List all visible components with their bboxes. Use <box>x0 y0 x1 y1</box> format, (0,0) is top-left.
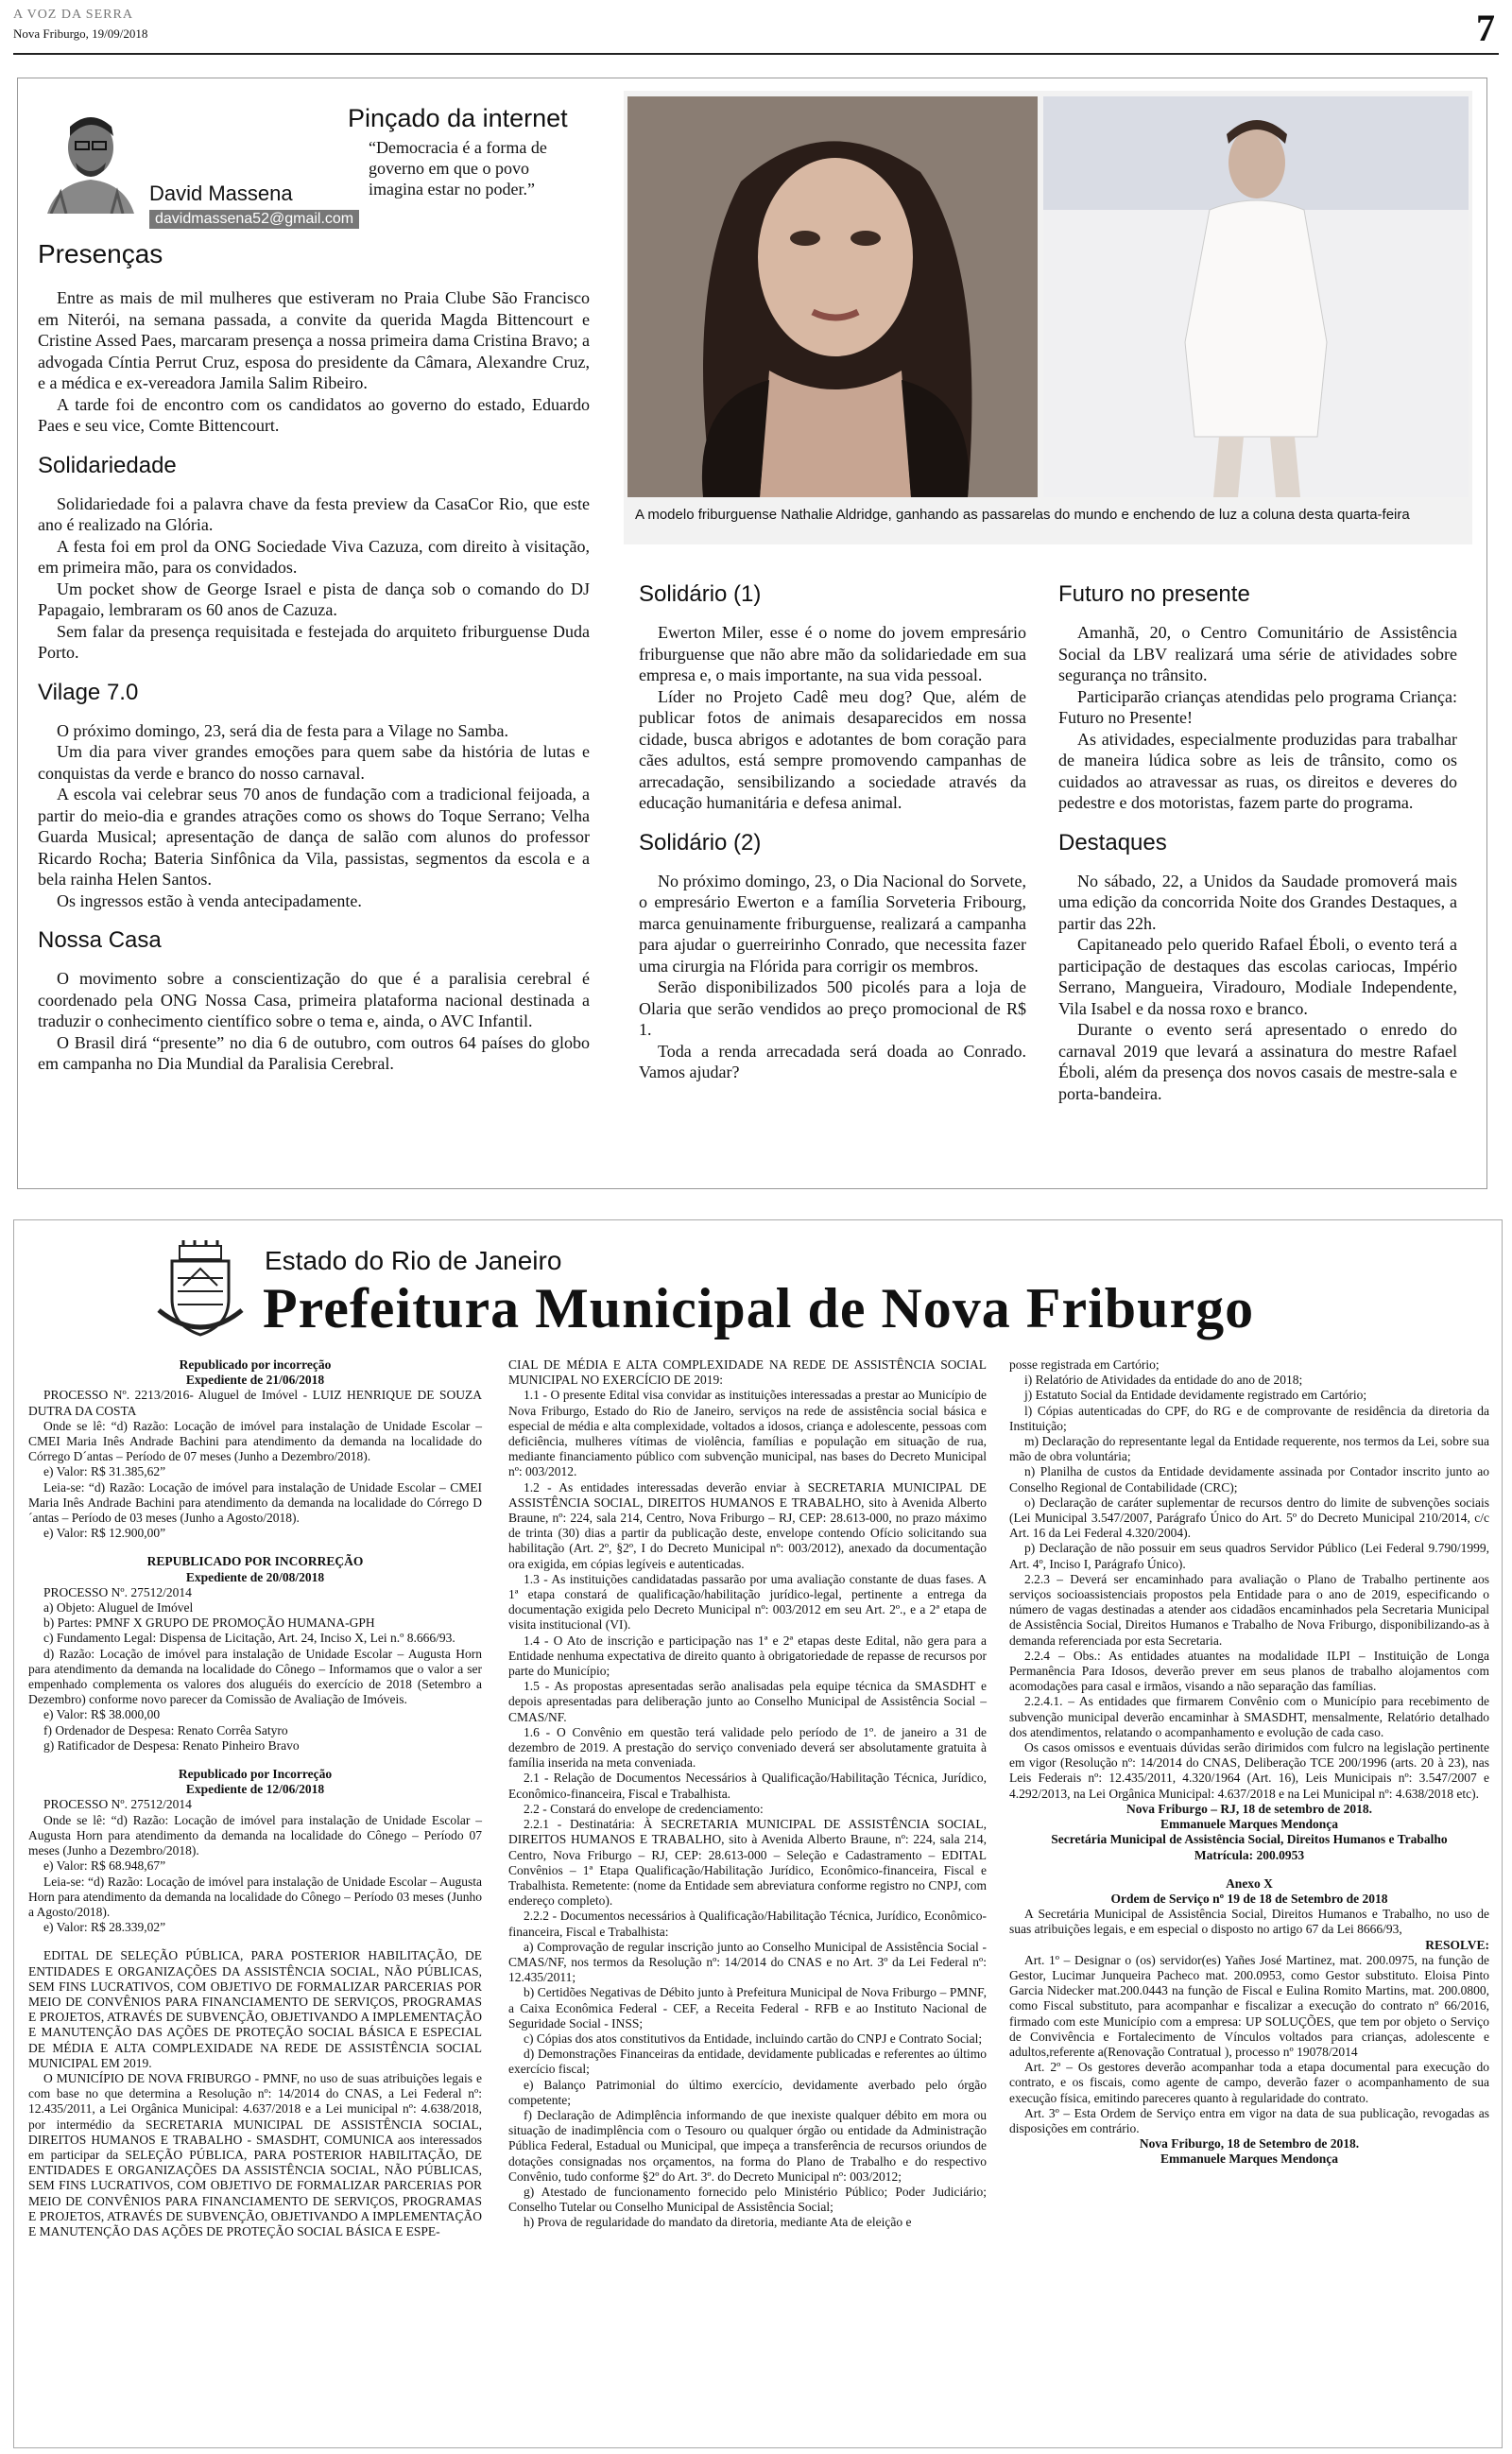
legal-paragraph: d) Razão: Locação de imóvel para instalação de Unidade Escolar – Augusta Horn para atendimento da demanda na localidade do Cônego – Informamos que o valor a ser empenhado complementa os valores dos aluguéis do exercício de 2018 (Setembro a Dezembro) conforme novo parecer da Comissão de Avaliação de Imóveis. <box>28 1646 482 1707</box>
legal-heading: Ordem de Serviço nº 19 de 18 de Setembro de 2018 <box>1110 1891 1388 1906</box>
issue-date: Nova Friburgo, 19/09/2018 <box>13 26 148 41</box>
legal-paragraph: posse registrada em Cartório; <box>1009 1357 1160 1372</box>
paragraph: Serão disponibilizados 500 picolés para a loja de Olaria que serão vendidos ao preço promocional de R$ 1. <box>639 977 1026 1039</box>
legal-paragraph: l) Cópias autenticadas do CPF, do RG e de comprovante de residência da diretoria da Instituição; <box>1009 1403 1489 1433</box>
legal-paragraph: a) Comprovação de regular inscrição junto ao Conselho Municipal de Assistência Social - CMAS/NF, nos termos da Resolução nº: 14/2014 do CNAS e no Art. 3º da Lei Federal nº: 12.435/2011; <box>508 1939 987 1985</box>
legal-paragraph: Onde se lê: “d) Razão: Locação de imóvel para instalação de Unidade Escolar – Augusta Horn para atendimento da demanda na localidade do Cônego – Período 07 meses (Junho a Dezembro/2018). <box>28 1812 482 1858</box>
legal-paragraph: e) Valor: R$ 31.385,62” <box>43 1464 166 1479</box>
paragraph: Um dia para viver grandes emoções para quem sabe da história de lutas e conquistas da verde e branco do nosso carnaval. <box>38 742 590 783</box>
legal-paragraph: PROCESSO Nº. 2213/2016- Aluguel de Imóvel - LUIZ HENRIQUE DE SOUZA DUTRA DA COSTA <box>28 1388 482 1418</box>
legal-paragraph: EDITAL DE SELEÇÃO PÚBLICA, PARA POSTERIOR HABILITAÇÃO, DE ENTIDADES E ORGANIZAÇÕES DA ASSISTÊNCIA SOCIAL, NÃO PÚBLICAS, SEM FINS LUCRATIVOS, COM OBJETIVO DE FORMALIZAR PARCERIAS POR MEIO DE CONVÊNIOS PARA FINANCIAMENTO DE SERVIÇOS, PROGRAMAS E PROJETOS, ATRAVÉS DE SUBVENÇÃO, OBJETIVANDO A IMPLEMENTAÇÃO E MANUTENÇÃO DAS AÇÕES DE PROTEÇÃO SOCIAL BÁSICA E ESPECIAL DE MÉDIA E ALTA COMPLEXIDADE NA REDE DE ASSISTÊNCIA SOCIAL MUNICIPAL EM 2019. <box>28 1948 482 2070</box>
legal-heading: Expediente de 12/06/2018 <box>185 1782 325 1797</box>
legal-paragraph: h) Prova de regularidade do mandato da diretoria, mediante Ata de eleição e <box>524 2215 912 2230</box>
legal-paragraph: g) Atestado de funcionamento fornecido pelo Ministério Público; Poder Judiciário; Conselho Tutelar ou Conselho Municipal de Assistência Social; <box>508 2184 987 2215</box>
section-title: Vilage 7.0 <box>38 679 139 705</box>
paragraph: As atividades, especialmente produzidas para trabalhar de maneira lúdica sobre as leis de trânsito, como os cuidados ao atravessar as ruas, os direitos e deveres do pedestre e dos motoristas, fazem parte do programa. <box>1058 729 1457 812</box>
legal-paragraph: d) Demonstrações Financeiras da entidade, devidamente publicadas e referentes ao último exercício fiscal; <box>508 2047 987 2077</box>
legal-paragraph: Os casos omissos e eventuais dúvidas serão dirimidos com fulcro na legislação pertinente em vigor (Resolução nº: 14/2014 do CNAS, Deliberação TCE 200/1996 (arts. 20 à 23), nas Leis Federais nº: 12.435/2011, 4.320/1964 (Art. 16), Leis Municipais nº: 3.547/2007 e 4.292/2013, na Lei Orgânica Municipal: 4.637/2018 e na Lei Municipal nº: 4.638/2018 etc). <box>1009 1740 1489 1801</box>
paragraph: No próximo domingo, 23, o Dia Nacional do Sorvete, o empresário Ewerton e a família Sorveteria Fribourg, marca genuinamente friburguense, realizará a campanha para ajudar o guerreirinho Conrado, que necessita fazer uma cirurgia na Flórida para corrigir os membros. <box>639 871 1026 976</box>
legal-paragraph: j) Estatuto Social da Entidade devidamente registrado em Cartório; <box>1024 1388 1367 1403</box>
paragraph: Entre as mais de mil mulheres que estiveram no Praia Clube São Francisco em Niterói, na semana passada, a convite da querida Magda Bittencourt e Cristine Assed Paes, marcaram presença a nossa primeira dama Cristina Bravo; a advogada Cíntia Perrut Cruz, esposa do presidente da Câmara, Alexandre Cruz, e a médica e ex-vereadora Jamila Salim Ribeiro. <box>38 288 590 392</box>
paragraph: Amanhã, 20, o Centro Comunitário de Assistência Social da LBV realizará uma série de atividades sobre segurança no trânsito. <box>1058 623 1457 684</box>
legal-paragraph: a) Objeto: Aluguel de Imóvel <box>43 1600 194 1616</box>
section-solidariedade <box>38 452 590 664</box>
legal-resolve: RESOLVE: <box>1425 1937 1489 1952</box>
paragraph: A escola vai celebrar seus 70 anos de fundação com a tradicional feijoada, a partir do meio-dia e grandes atrações como os shows do Toque Serrano; Velha Guarda Musical; apresentação de dança de salão com alunos do professor Ricardo Rocha; Bateria Sinfônica da Vila, passistas, segmentos da escola e a bela rainha Helen Santos. <box>38 785 590 889</box>
legal-paragraph: 2.2.3 – Deverá ser encaminhado para avaliação o Plano de Trabalho pertinente aos serviços socioassistenciais propostos pela Entidade para o ano de 2019, especificando o número de vagas destinadas a atender aos cidadãos encaminhados pela Secretaria Municipal de Assistência Social, Direitos Humanos e Trabalho de Nova Friburgo, disponibilizando-as à demanda referenciada por esta Secretaria. <box>1009 1571 1489 1648</box>
legal-paragraph: i) Relatório de Atividades da entidade do ano de 2018; <box>1024 1373 1303 1388</box>
author-avatar <box>38 108 142 214</box>
legal-paragraph: 1.4 - O Ato de inscrição e participação nas 1ª e 2ª etapas deste Edital, não gera para a Entidade nenhuma expectativa de direito quanto à obrigatoriedade de repasse de recursos por parte do Município; <box>508 1633 987 1679</box>
legal-paragraph: CIAL DE MÉDIA E ALTA COMPLEXIDADE NA REDE DE ASSISTÊNCIA SOCIAL MUNICIPAL NO EXERCÍCIO DE 2019: <box>508 1357 987 1388</box>
column-right <box>1058 580 1457 1119</box>
legal-paragraph: 1.5 - As propostas apresentadas serão analisadas pela equipe técnica da SMASDHT e depois apresentadas para deliberação junto ao Conselho Municipal de Assistência Social – CMAS/NF. <box>508 1679 987 1724</box>
column-middle <box>639 580 1026 1098</box>
photo-caption: A modelo friburguense Nathalie Aldridge, ganhando as passarelas do mundo e enchendo de luz a coluna desta quarta-feira <box>635 507 1410 523</box>
legal-heading: Expediente de 21/06/2018 <box>185 1373 325 1388</box>
paragraph: Capitaneado pelo querido Rafael Éboli, o evento terá a participação de destaques das escolas cariocas, Império Serrano, Mangueira, Viradouro, Modiale Independente, Vila Isabel e da nossa roxo e branco. <box>1058 935 1457 1018</box>
legal-paragraph: f) Declaração de Adimplência informando de que inexiste qualquer débito em mora ou situação de inadimplência com o Tesouro ou qualquer órgão ou entidade da Administração Pública Federal, Estadual ou Municipal, que impeça a transferência de recursos oriundos de dotações consignadas nos orçamentos, na forma do Plano de Trabalho e do respectivo Convênio, tudo conforme §2º do Art. 3º. do Decreto Municipal nº: 003/2012; <box>508 2107 987 2184</box>
portrait-photo <box>627 96 1038 497</box>
legal-paragraph: 1.6 - O Convênio em questão terá validade pelo período de 1º. de janeiro a 31 de dezembro de 2019. A prestação do serviço conveniado deverá ser absolutamente gratuita à família inserida na meta conveniada. <box>508 1724 987 1771</box>
author-block <box>38 104 354 227</box>
legal-heading: Expediente de 20/08/2018 <box>185 1569 325 1584</box>
legal-column-2 <box>508 1357 987 2231</box>
paragraph: Solidariedade foi a palavra chave da festa preview da CasaCor Rio, que este ano é realizado na Glória. <box>38 493 590 534</box>
legal-heading: Nova Friburgo, 18 de Setembro de 2018. <box>1139 2136 1360 2152</box>
legal-heading: Republicado por incorreção <box>179 1357 332 1372</box>
quote-box <box>348 104 582 199</box>
legal-column-1 <box>28 1357 482 2239</box>
newspaper-name: A VOZ DA SERRA <box>13 8 133 22</box>
paragraph: O Brasil dirá “presente” no dia 6 de outubro, com outros 64 países do globo em campanha no Dia Mundial da Paralisia Cerebral. <box>38 1032 590 1073</box>
legal-heading: Republicado por Incorreção <box>178 1767 333 1782</box>
quote-text: “Democracia é a forma de governo em que o povo imagina estar no poder.” <box>369 138 547 199</box>
legal-paragraph: Art. 1º – Designar o (os) servidor(es) Yañes José Martinez, mat. 200.0975, na função de Gestor, Lucimar Junqueira Pacheco mat. 200.0953, como Gestor substituto. Eloisa Pinto Garcia Nidecker mat.200.0443 na função de Fiscal e Eulina Romito Martins, mat. 200.0800, como Fiscal substituto, para acompanhar e fiscalizar a execução do contrato nº 66/2016, firmado com este Município com a empresa: UP SOLUÇÕES, que tem por objeto o Serviço de Convivência e Fortalecimento de Vínculos voltados para crianças, adolescente e adultos,referente a(Renovação Contratual ), processo nº 19078/2014 <box>1009 1952 1489 2059</box>
legal-paragraph: e) Balanço Patrimonial do último exercício, devidamente averbado pelo órgão competente; <box>508 2077 987 2107</box>
section-title: Presenças <box>38 239 163 268</box>
legal-column-3 <box>1009 1357 1489 2168</box>
masthead <box>13 6 1499 55</box>
legal-paragraph: 1.3 - As instituições candidatadas passarão por uma avaliação constante de duas fases. A 1ª etapa constará de qualificação/habilitação jurídico-legal, pertinente a entrega da documentação exigida pelo Decreto Municipal nº: 003/2012 em seu Art. 2º., e a 2ª etapa de visita institucional (VI). <box>508 1571 987 1633</box>
paragraph: Toda a renda arrecadada será doada ao Conrado. Vamos ajudar? <box>639 1041 1026 1081</box>
paragraph: O movimento sobre a conscientização do que é a paralisia cerebral é coordenado pela ONG Nossa Casa, primeira plataforma nacional destinada a traduzir o conhecimento científico sobre o tema e, ainda, o AVC Infantil. <box>38 969 590 1030</box>
legal-paragraph: Art. 3º – Esta Ordem de Serviço entra em vigor na data de sua publicação, revogadas as disposições em contrário. <box>1009 2105 1489 2135</box>
municipal-crest-icon <box>155 1240 246 1339</box>
legal-heading: Secretária Municipal de Assistência Social, Direitos Humanos e Trabalho <box>1051 1832 1448 1847</box>
legal-paragraph: e) Valor: R$ 38.000,00 <box>43 1707 161 1722</box>
author-email: davidmassena52@gmail.com <box>149 210 359 229</box>
legal-paragraph: Art. 2º – Os gestores deverão acompanhar toda a etapa documental para execução do contrato, e os fiscais, como agente de campo, deverão fazer o acompanhamento de sua execução física, emitindo pareceres quanto à regularidade do contrato. <box>1009 2060 1489 2105</box>
legal-state: Estado do Rio de Janeiro <box>265 1246 562 1275</box>
legal-heading: Anexo X <box>1226 1875 1273 1891</box>
legal-paragraph: b) Certidões Negativas de Débito junto à Prefeitura Municipal de Nova Friburgo – PMNF, a Caixa Econômica Federal - CEF, a Receita Federal - RFB e ao Instituto Nacional de Seguridade Social - INSS; <box>508 1985 987 2031</box>
section-vilage <box>38 679 590 912</box>
legal-paragraph: 1.1 - O presente Edital visa convidar as instituições interessadas a prestar ao Município de Nova Friburgo, Estado do Rio de Janeiro, serviços na rede de assistência social básica e especial de média e alta complexidade, voltados a idosos, criança e adolescente, pessoas com deficiência, mulheres vítimas de violência, famílias e população em situação de rua, mediante financiamento público com subvenção municipal, nas bases do Decreto Municipal nº: 003/2012. <box>508 1388 987 1479</box>
legal-paragraph: 1.2 - As entidades interessadas deverão enviar à SECRETARIA MUNICIPAL DE ASSISTÊNCIA SOCIAL, DIREITOS HUMANOS E TRABALHO, sito à Avenida Alberto Braune, nº: 224, sala 214, Centro, Nova Friburgo – RJ, CEP: 28.613-000, no prazo máximo de trinta (30) dias a partir da publicação deste, envelope contendo Ofício solicitando sua habilitação (Art. 2º, §2º, I do Decreto Municipal nº: 003/2012), anexado da documentação ora exigida, em cópias legíveis e autenticadas. <box>508 1479 987 1571</box>
section-futuro <box>1058 580 1457 814</box>
legal-paragraph: g) Ratificador de Despesa: Renato Pinheiro Bravo <box>43 1737 300 1753</box>
section-title: Solidário (1) <box>639 581 762 607</box>
section-title: Nossa Casa <box>38 927 162 953</box>
paragraph: Ewerton Miler, esse é o nome do jovem empresário friburguense que não abre mão da solidariedade em sua empresa e, o mais importante, na sua vida pessoal. <box>639 623 1026 684</box>
spacer <box>1009 1863 1489 1876</box>
paragraph: Um pocket show de George Israel e pista de dança sob o comando do DJ Papagaio, lembraram os 60 anos de Cazuza. <box>38 579 590 619</box>
legal-paragraph: 2.1 - Relação de Documentos Necessários à Qualificação/Habilitação Técnica, Jurídico, Econômico-financeira, Fiscal e Trabalhista. <box>508 1771 987 1801</box>
legal-paragraph: 2.2.2 - Documentos necessários à Qualificação/Habilitação Técnica, Jurídico, Econômico-financeira, Fiscal e Trabalhista: <box>508 1909 987 1939</box>
legal-paragraph: PROCESSO Nº. 27512/2014 <box>43 1797 192 1812</box>
legal-paragraph: e) Valor: R$ 28.339,02” <box>43 1920 166 1935</box>
legal-paragraph: Onde se lê: “d) Razão: Locação de imóvel para instalação de Unidade Escolar – CMEI Maria Inês Andrade Bachini para atendimento da demanda na localidade do Córrego D´antas – Período de 07 meses (Junho a Dezembro/2018). <box>28 1418 482 1464</box>
column-left <box>38 240 590 1090</box>
legal-paragraph: 2.2 - Constará do envelope de credenciamento: <box>524 1801 764 1816</box>
section-title: Solidário (2) <box>639 829 762 855</box>
section-solidario-2 <box>639 829 1026 1083</box>
paragraph: No sábado, 22, a Unidos da Saudade promoverá mais uma edição da concorrida Noite dos Grandes Destaques, a partir das 22h. <box>1058 871 1457 933</box>
paragraph: Sem falar da presença requisitada e festejada do arquiteto friburguense Duda Porto. <box>38 621 590 662</box>
legal-paragraph: c) Fundamento Legal: Dispensa de Licitação, Art. 24, Inciso X, Lei n.º 8.666/93. <box>43 1631 455 1646</box>
paragraph: A festa foi em prol da ONG Sociedade Viva Cazuza, com direito à visitação, em primeira mão, para os convidados. <box>38 536 590 577</box>
legal-paragraph: b) Partes: PMNF X GRUPO DE PROMOÇÃO HUMANA-GPH <box>43 1616 375 1631</box>
quote-title: Pinçado da internet <box>348 104 568 132</box>
legal-paragraph: 2.2.1 - Destinatária: À SECRETARIA MUNICIPAL DE ASSISTÊNCIA SOCIAL, DIREITOS HUMANOS E TRABALHO, sito à Avenida Alberto Braune, nº: 224, sala 214, Centro, Nova Friburgo – RJ, CEP: 28.613-000 – Seleção e Cadastramento – EDITAL Convênios – 1ª Etapa Qualificação/Habilitação Jurídico, Econômico-financeira, Fiscal e Trabalhista. Remetente: (nome da Entidade sem abreviatura conforme registro no CNPJ, com endereço completo). <box>508 1817 987 1909</box>
paragraph: Os ingressos estão à venda antecipadamente. <box>57 890 362 910</box>
author-name: David Massena <box>149 181 293 205</box>
legal-heading: Matrícula: 200.0953 <box>1194 1847 1305 1862</box>
legal-paragraph: 2.2.4.1. – As entidades que firmarem Convênio com o Município para recebimento de subvenção municipal deverão encaminhar à SMASDHT, mensalmente, Relatório detalhado dos atendimentos, relatando o acompanhamento e evolução de cada caso. <box>1009 1694 1489 1739</box>
legal-paragraph: e) Valor: R$ 68.948,67” <box>43 1858 166 1874</box>
spacer <box>28 1754 482 1767</box>
legal-paragraph: c) Cópias dos atos constitutivos da Entidade, incluindo cartão do CNPJ e Contrato Social; <box>524 2031 983 2046</box>
section-title: Futuro no presente <box>1058 581 1250 607</box>
photo-area <box>624 91 1472 544</box>
paragraph: Líder no Projeto Cadê meu dog? Que, além de publicar fotos de animais desaparecidos em nossa cidade, busca abrigos e adotantes de bom coração para cães adultos, está sempre promovendo campanhas de arrecadação, sensibilizando a sociedade através da educação humanitária e defesa animal. <box>639 686 1026 812</box>
legal-paragraph: Leia-se: “d) Razão: Locação de imóvel para instalação de Unidade Escolar – Augusta Horn para atendimento da demanda na localidade do Cônego – Período 03 meses (Junho a Agosto/2018). <box>28 1874 482 1919</box>
legal-paragraph: p) Declaração de não possuir em seus quadros Servidor Público (Lei Federal 9.790/1999, Art. 4º, Inciso I, Parágrafo Único). <box>1009 1541 1489 1571</box>
legal-paragraph: 2.2.4 – Obs.: As entidades atuantes na modalidade ILPI – Instituição de Longa Permanência Para Idosos, deverão prever em seus planos de trabalho alojamentos com acomodações para casal e irmãos, visando a não separação das famílias. <box>1009 1648 1489 1694</box>
section-presencas <box>38 240 590 437</box>
paragraph: Durante o evento será apresentado o enredo do carnaval 2019 que levará a assinatura do mestre Rafael Éboli, além da presença dos novos casais de mestre-sala e porta-bandeira. <box>1058 1020 1457 1103</box>
legal-title: Prefeitura Municipal de Nova Friburgo <box>263 1277 1255 1339</box>
paragraph: O próximo domingo, 23, será dia de festa para a Vilage no Samba. <box>57 720 508 740</box>
legal-paragraph: O MUNICÍPIO DE NOVA FRIBURGO - PMNF, no uso de suas atribuições legais e com base no que determina a Resolução nº: 14/2014 do CNAS, a Lei Federal nº: 12.435/2011, a Lei Orgânica Municipal: 4.637/2018 e a Lei municipal nº: 4.638/2018, por intermédio da SECRETARIA MUNICIPAL DE ASSISTÊNCIA SOCIAL, DIREITOS HUMANOS E TRABALHO - SMASDHT, COMUNICA aos interessados em participar da SELEÇÃO PÚBLICA, PARA POSTERIOR HABILITAÇÃO, DE ENTIDADES E ORGANIZAÇÕES DA ASSISTÊNCIA SOCIAL, NÃO PÚBLICAS, SEM FINS LUCRATIVOS, COM OBJETIVO DE FORMALIZAR PARCERIAS POR MEIO DE CONVÊNIOS PARA FINANCIAMENTO DE SERVIÇOS, PROGRAMAS E PROJETOS, ATRAVÉS DE SUBVENÇÃO, OBJETIVANDO A IMPLEMENTAÇÃO E MANUTENÇÃO DAS AÇÕES DE PROTEÇÃO SOCIAL BÁSICA E ESPE- <box>28 2070 482 2238</box>
paragraph: A tarde foi de encontro com os candidatos ao governo do estado, Eduardo Paes e seu vice, Comte Bittencourt. <box>38 394 590 435</box>
page-number: 7 <box>1476 7 1495 49</box>
legal-paragraph: m) Declaração do representante legal da Entidade requerente, nos termos da Lei, sobre sua mão de obra voluntária; <box>1009 1434 1489 1464</box>
section-title: Solidariedade <box>38 452 177 478</box>
legal-paragraph: e) Valor: R$ 12.900,00” <box>43 1526 166 1541</box>
spacer <box>28 1935 482 1948</box>
section-destaques <box>1058 829 1457 1105</box>
legal-paragraph: n) Planilha de custos da Entidade devidamente assinada por Contador inscrito junto ao Conselho Regional de Contabilidade (CRC); <box>1009 1464 1489 1495</box>
legal-paragraph: A Secretária Municipal de Assistência Social, Direitos Humanos e Trabalho, no uso de suas atribuições legais, e em especial o disposto no artigo 67 da Lei 8666/93, <box>1009 1907 1489 1937</box>
legal-paragraph: f) Ordenador de Despesa: Renato Corrêa Satyro <box>43 1722 288 1737</box>
runway-photo <box>1043 96 1469 497</box>
legal-paragraph: Leia-se: “d) Razão: Locação de imóvel para instalação de Unidade Escolar – CMEI Maria Inês Andrade Bachini para atendimento da demanda na localidade do Córrego D´antas – Período de 03 meses (Junho a Agosto/2018). <box>28 1479 482 1526</box>
section-solidario-1 <box>639 580 1026 814</box>
legal-heading: Emmanuele Marques Mendonça <box>1160 1817 1338 1832</box>
legal-heading: Nova Friburgo – RJ, 18 de setembro de 2018. <box>1126 1801 1372 1816</box>
legal-paragraph: PROCESSO Nº. 27512/2014 <box>43 1584 192 1599</box>
spacer <box>28 1541 482 1554</box>
section-nossa-casa <box>38 926 590 1075</box>
legal-heading: Emmanuele Marques Mendonça <box>1160 2152 1338 2167</box>
legal-paragraph: o) Declaração de caráter suplementar de recursos dentro do limite de subvenções sociais (Lei Municipal 3.547/2007, Parágrafo Único do Art. 5º do Decreto Municipal 210/2014, c/c Art. 16 da Lei Federal 4.320/2004). <box>1009 1495 1489 1541</box>
section-title: Destaques <box>1058 829 1167 855</box>
legal-heading: REPUBLICADO POR INCORREÇÃO <box>146 1554 364 1569</box>
paragraph: Participarão crianças atendidas pelo programa Criança: Futuro no Presente! <box>1058 686 1457 727</box>
